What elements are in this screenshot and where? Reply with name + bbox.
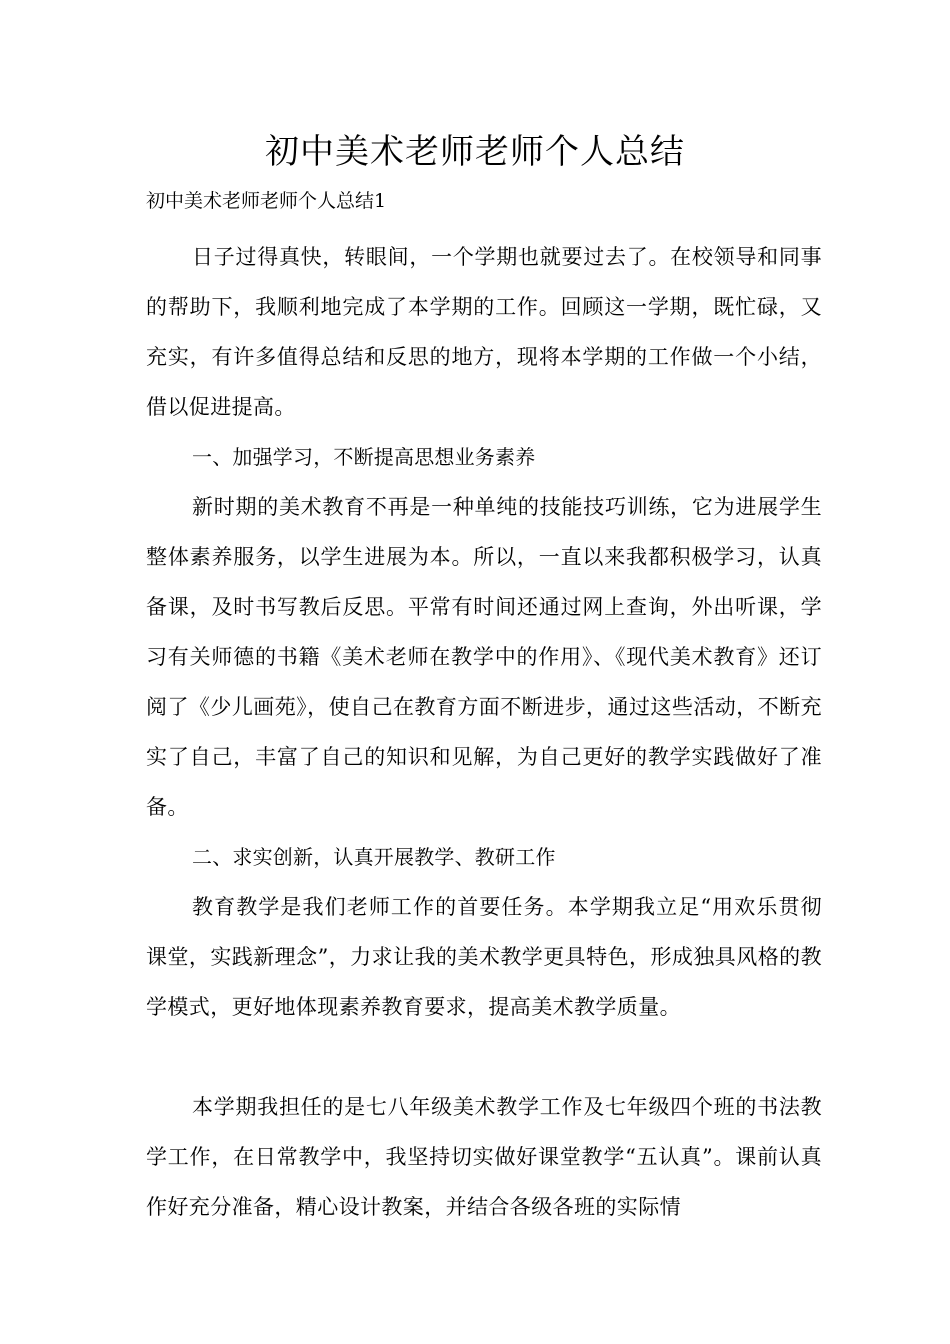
document-subtitle: 初中美术老师老师个人总结1 [146,190,387,212]
section-heading-1: 一、加强学习，不断提高思想业务素养 [192,445,536,469]
paragraph-intro: 日子过得真快，转眼间，一个学期也就要过去了。在校领导和同事的帮助下，我顺利地完成了本学期的工作。回顾这一学期，既忙碌，又充实，有许多值得总结和反思的地方，现将本学期的工作做一个小结，借以促进提高。 [146,245,822,419]
paragraph-spacer [146,1032,822,1082]
paragraph-learning: 新时期的美术教育不再是一种单纯的技能技巧训练，它为进展学生整体素养服务，以学生进展为本。所以，一直以来我都积极学习，认真备课，及时书写教后反思。平常有时间还通过网上查询，外出听课，学习有关师德的书籍《美术老师在教学中的作用》、《现代美术教育》还订阅了《少儿画苑》，使自己在教育方面不断进步，通过这些活动，不断充实了自己，丰富了自己的知识和见解，为自己更好的教学实践做好了准备。 [146,495,822,819]
document-body [146,232,822,1232]
document-title: 初中美术老师老师个人总结 [265,132,685,172]
paragraph-teaching: 教育教学是我们老师工作的首要任务。本学期我立足“用欢乐贯彻课堂，实践新理念”，力求让我的美术教学更具特色，形成独具风格的教学模式，更好地体现素养教育要求，提高美术教学质量。 [146,895,822,1019]
section-heading-2: 二、求实创新，认真开展教学、教研工作 [192,845,556,869]
paragraph-assignment: 本学期我担任的是七八年级美术教学工作及七年级四个班的书法教学工作，在日常教学中，我坚持切实做好课堂教学“五认真”。课前认真作好充分准备，精心设计教案，并结合各级各班的实际情 [146,1095,822,1219]
